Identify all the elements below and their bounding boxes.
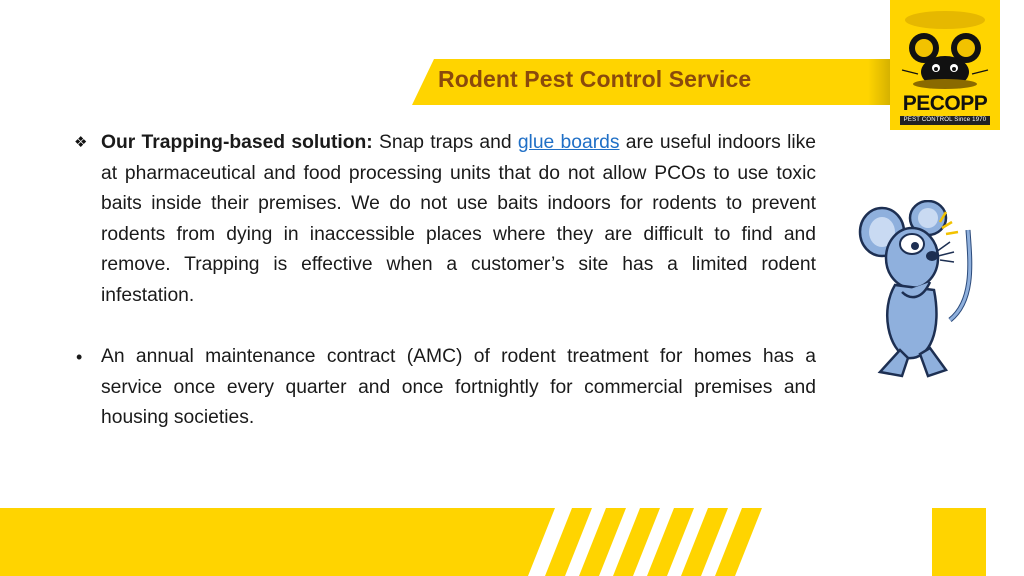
logo-brand-name: PECOPP <box>902 92 988 115</box>
paragraph-trapping <box>74 128 816 311</box>
paragraph-text-before-link: Snap traps and <box>372 132 518 153</box>
logo-tagline: PEST CONTROL Since 1970 <box>903 117 987 123</box>
paragraph-lead: Our Trapping-based solution: <box>101 132 373 153</box>
paragraph-text-after-link: are useful indoors like at pharmaceutical and food processing units that do not allow PCOs to use toxic baits inside their premises. We do not use baits indoors for rodents to prevent rodents from dying in inaccessible places where they are difficult to find and remove. Trapping is effective when a customer’s site has a limited rodent infestation. <box>101 132 817 306</box>
mouse-icon <box>850 200 990 385</box>
mouse-head-logo-icon <box>890 0 1000 92</box>
paragraph-amc <box>74 342 816 434</box>
bottom-decorative-band <box>0 508 1000 576</box>
cartoon-mouse-illustration <box>850 200 990 385</box>
paragraph-amc-text: An annual maintenance contract (AMC) of rodent treatment for homes has a service once every quarter and once fortnightly for commercial premises and housing societies. <box>101 346 816 428</box>
glue-boards-link[interactable]: glue boards <box>517 132 620 153</box>
page-title: Rodent Pest Control Service <box>438 66 752 92</box>
content-body <box>74 128 816 434</box>
diamond-bullet-icon: ❖ <box>74 134 88 151</box>
pecopp-logo <box>890 0 1000 130</box>
title-banner-shadow <box>868 59 892 105</box>
dot-bullet-icon: • <box>76 347 83 367</box>
